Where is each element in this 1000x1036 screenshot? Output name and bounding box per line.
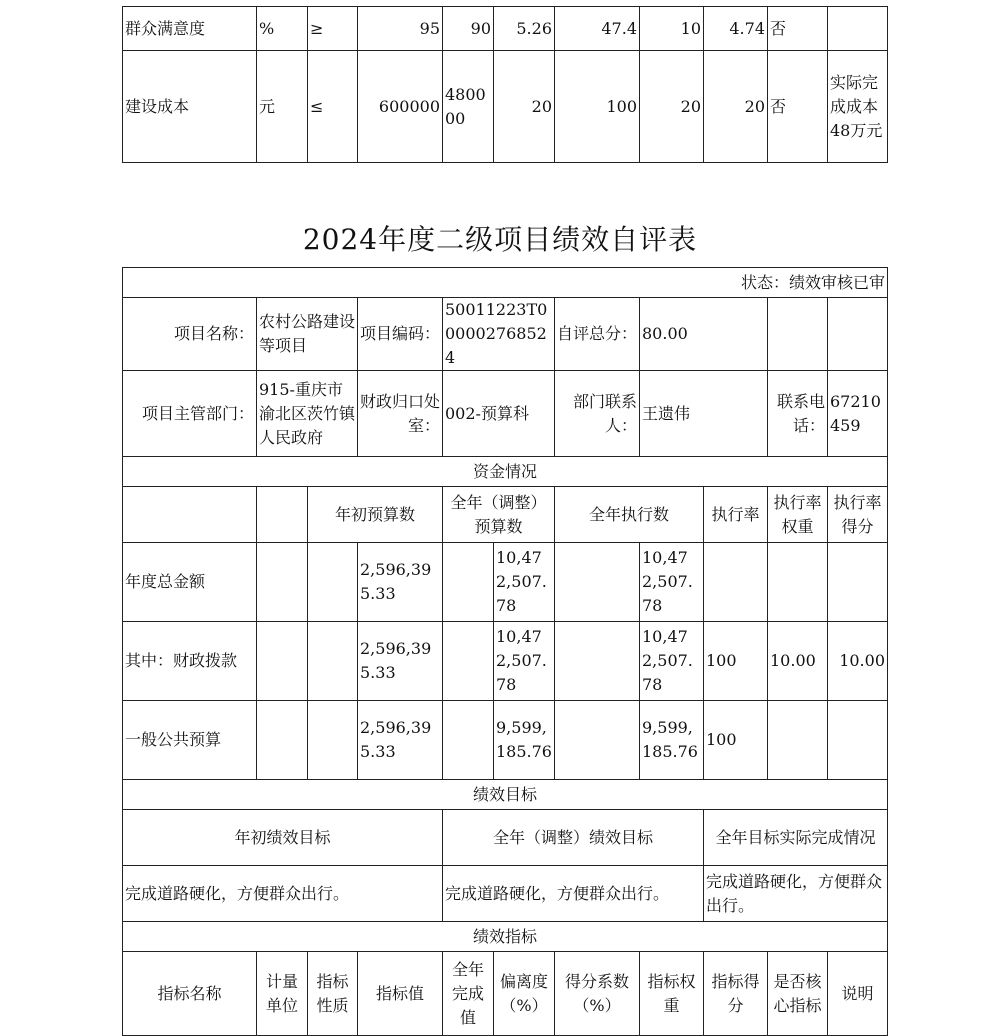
- header-adjusted-budget: 全年（调整）预算数: [443, 487, 555, 543]
- indicator-actual: 480000: [443, 51, 494, 163]
- funds-header-row: [123, 487, 888, 543]
- empty-cell: [308, 622, 358, 701]
- self-score-value: 80.00: [640, 298, 768, 371]
- adjusted-goal: 完成道路硬化，方便群众出行。: [443, 866, 704, 922]
- funds-rate: 100: [704, 622, 768, 701]
- goals-section-title: 绩效目标: [123, 780, 888, 810]
- indicator-unit: 元: [257, 51, 308, 163]
- actual-completion: 完成道路硬化，方便群众出行。: [704, 866, 888, 922]
- initial-goal: 完成道路硬化，方便群众出行。: [123, 866, 443, 922]
- funds-weight: [768, 701, 828, 780]
- header-initial-budget: 年初预算数: [308, 487, 443, 543]
- header-adjusted-goal: 全年（调整）绩效目标: [443, 810, 704, 866]
- header-deviation: 偏离度（%）: [494, 952, 555, 1036]
- goals-header-row: [123, 810, 888, 866]
- info-row: [123, 298, 888, 371]
- indicator-score: 4.74: [704, 7, 768, 51]
- table-row: [123, 622, 888, 701]
- project-code-value: 50011223T000002768524: [443, 298, 555, 371]
- dept-value: 915-重庆市渝北区茨竹镇人民政府: [257, 371, 358, 457]
- funds-weight: 10.00: [768, 622, 828, 701]
- indicator-score: 20: [704, 51, 768, 163]
- empty-cell: [443, 622, 494, 701]
- header-completed: 全年完成值: [443, 952, 494, 1036]
- header-indicator-name: 指标名称: [123, 952, 257, 1036]
- funds-executed: 10,472,507.78: [640, 543, 704, 622]
- phone-label: 联系电话：: [768, 371, 828, 457]
- table-row: [123, 701, 888, 780]
- table-row: [123, 51, 888, 163]
- finance-value: 002-预算科: [443, 371, 555, 457]
- indicator-target: 95: [358, 7, 443, 51]
- funds-executed: 9,599,185.76: [640, 701, 704, 780]
- funds-executed: 10,472,507.78: [640, 622, 704, 701]
- funds-score: [828, 701, 888, 780]
- header-value: 指标值: [358, 952, 443, 1036]
- status-row: [123, 268, 888, 298]
- indicator-note: 实际完成成本48万元: [828, 51, 888, 163]
- funds-initial: 2,596,395.33: [358, 543, 443, 622]
- info-row: [123, 371, 888, 457]
- indicator-actual: 90: [443, 7, 494, 51]
- header-initial-goal: 年初绩效目标: [123, 810, 443, 866]
- header-nature: 指标性质: [308, 952, 358, 1036]
- funds-adjusted: 9,599,185.76: [494, 701, 555, 780]
- project-name-value: 农村公路建设等项目: [257, 298, 358, 371]
- goals-row: [123, 866, 888, 922]
- indicators-header-row: [123, 952, 888, 1036]
- indicator-name: 建设成本: [123, 51, 257, 163]
- dept-label: 项目主管部门：: [123, 371, 257, 457]
- header-core: 是否核心指标: [768, 952, 828, 1036]
- funds-score: 10.00: [828, 622, 888, 701]
- empty-cell: [257, 622, 308, 701]
- funds-section-title: 资金情况: [123, 457, 888, 487]
- indicator-deviation: 20: [494, 51, 555, 163]
- indicator-operator: ≤: [308, 51, 358, 163]
- empty-cell: [257, 487, 308, 543]
- status-badge: 状态：绩效审核已审: [123, 268, 888, 298]
- header-score: 指标得分: [704, 952, 768, 1036]
- header-unit: 计量单位: [257, 952, 308, 1036]
- empty-cell: [308, 701, 358, 780]
- contact-value: 王遗伟: [640, 371, 768, 457]
- funds-initial: 2,596,395.33: [358, 622, 443, 701]
- empty-cell: [443, 701, 494, 780]
- table-row: [123, 543, 888, 622]
- header-exec-weight: 执行率权重: [768, 487, 828, 543]
- header-note: 说明: [828, 952, 888, 1036]
- funds-row-label: 一般公共预算: [123, 701, 257, 780]
- header-exec-score: 执行率得分: [828, 487, 888, 543]
- indicator-unit: %: [257, 7, 308, 51]
- phone-value: 67210459: [828, 371, 888, 457]
- funds-rate: [704, 543, 768, 622]
- section-row: [123, 922, 888, 952]
- contact-label: 部门联系人：: [555, 371, 640, 457]
- evaluation-table: [122, 267, 888, 1036]
- header-coefficient: 得分系数（%）: [555, 952, 640, 1036]
- table-row: [123, 7, 888, 51]
- empty-cell: [555, 622, 640, 701]
- indicator-target: 600000: [358, 51, 443, 163]
- section-row: [123, 780, 888, 810]
- header-actual-completion: 全年目标实际完成情况: [704, 810, 888, 866]
- project-name-label: 项目名称：: [123, 298, 257, 371]
- page-title: 2024年度二级项目绩效自评表: [302, 223, 698, 256]
- empty-cell: [555, 543, 640, 622]
- self-score-label: 自评总分：: [555, 298, 640, 371]
- indicator-coefficient: 47.4: [555, 7, 640, 51]
- section-row: [123, 457, 888, 487]
- empty-cell: [828, 298, 888, 371]
- funds-adjusted: 10,472,507.78: [494, 543, 555, 622]
- indicator-coefficient: 100: [555, 51, 640, 163]
- empty-cell: [443, 543, 494, 622]
- indicator-weight: 20: [640, 51, 704, 163]
- indicator-core: 否: [768, 51, 828, 163]
- header-weight: 指标权重: [640, 952, 704, 1036]
- indicator-deviation: 5.26: [494, 7, 555, 51]
- funds-row-label: 其中：财政拨款: [123, 622, 257, 701]
- project-code-label: 项目编码：: [358, 298, 443, 371]
- indicator-operator: ≥: [308, 7, 358, 51]
- indicators-section-title: 绩效指标: [123, 922, 888, 952]
- empty-cell: [555, 701, 640, 780]
- finance-label: 财政归口处室：: [358, 371, 443, 457]
- funds-row-label: 年度总金额: [123, 543, 257, 622]
- funds-rate: 100: [704, 701, 768, 780]
- funds-initial: 2,596,395.33: [358, 701, 443, 780]
- header-executed: 全年执行数: [555, 487, 704, 543]
- empty-cell: [257, 701, 308, 780]
- header-exec-rate: 执行率: [704, 487, 768, 543]
- empty-cell: [123, 487, 257, 543]
- funds-weight: [768, 543, 828, 622]
- indicator-core: 否: [768, 7, 828, 51]
- funds-adjusted: 10,472,507.78: [494, 622, 555, 701]
- indicator-name: 群众满意度: [123, 7, 257, 51]
- empty-cell: [308, 543, 358, 622]
- empty-cell: [768, 298, 828, 371]
- indicator-weight: 10: [640, 7, 704, 51]
- funds-score: [828, 543, 888, 622]
- empty-cell: [257, 543, 308, 622]
- indicator-note: [828, 7, 888, 51]
- indicator-continuation-table: [122, 6, 888, 163]
